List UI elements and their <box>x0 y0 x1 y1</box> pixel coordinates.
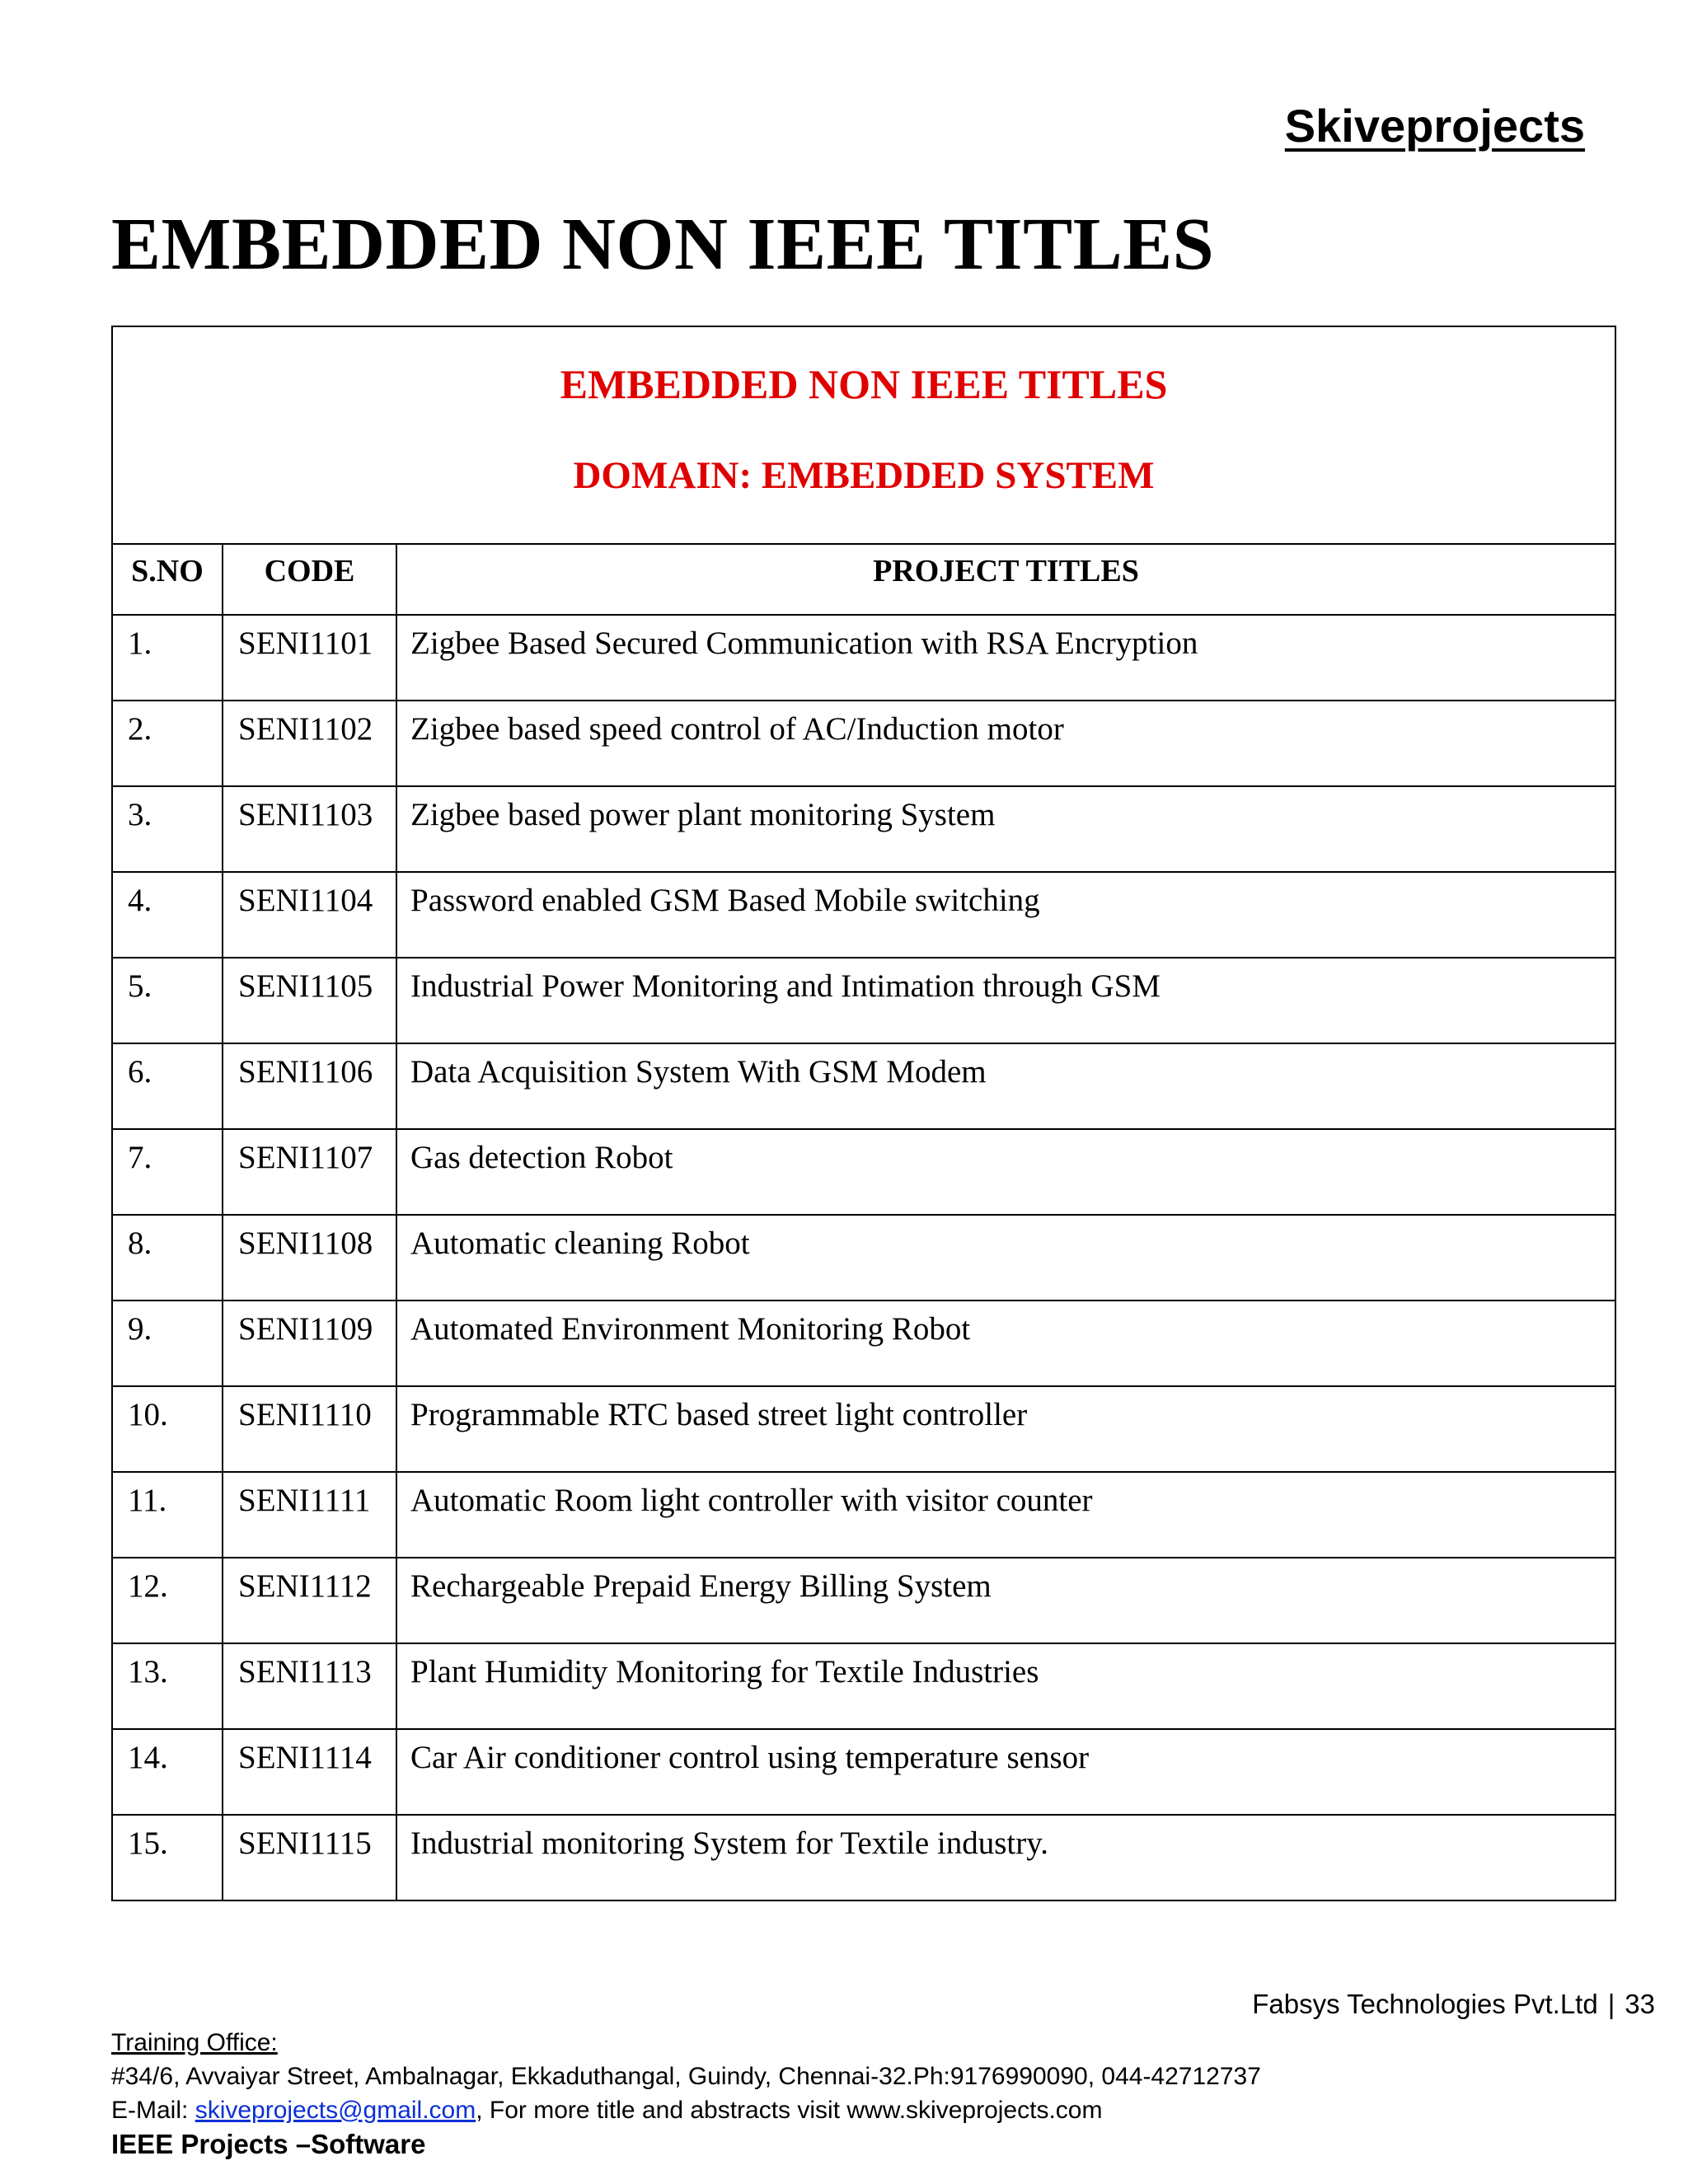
row-sno: 9. <box>112 1301 223 1386</box>
row-title: Zigbee based power plant monitoring System <box>396 786 1615 872</box>
office-address: #34/6, Avvaiyar Street, Ambalnagar, Ekkaduthangal, Guindy, Chennai-32.Ph:9176990090, 044-42712737 <box>111 2063 1261 2090</box>
row-title: Automated Environment Monitoring Robot <box>396 1301 1615 1386</box>
row-code: SENI1104 <box>223 872 396 958</box>
table-row <box>112 701 1615 786</box>
row-title: Industrial monitoring System for Textile industry. <box>396 1815 1615 1900</box>
row-code: SENI1115 <box>223 1815 396 1900</box>
row-sno: 15. <box>112 1815 223 1900</box>
row-title: Password enabled GSM Based Mobile switching <box>396 872 1615 958</box>
brand-name: Skiveprojects <box>1284 100 1585 152</box>
office-email-line <box>111 2093 1261 2127</box>
table-header-cell <box>112 326 1615 544</box>
row-code: SENI1108 <box>223 1215 396 1301</box>
row-title: Zigbee based speed control of AC/Induction motor <box>396 701 1615 786</box>
table-row <box>112 1558 1615 1643</box>
row-code: SENI1101 <box>223 615 396 701</box>
row-sno: 10. <box>112 1386 223 1472</box>
column-header-row <box>112 544 1615 615</box>
table-row <box>112 1472 1615 1558</box>
column-header-code: CODE <box>223 544 396 615</box>
table-row <box>112 1643 1615 1729</box>
row-title: Rechargeable Prepaid Energy Billing System <box>396 1558 1615 1643</box>
table-header-domain: DOMAIN: EMBEDDED SYSTEM <box>573 454 1155 497</box>
footer-company-name: Fabsys Technologies Pvt.Ltd <box>1252 1989 1598 2019</box>
row-title: Industrial Power Monitoring and Intimation through GSM <box>396 958 1615 1043</box>
table-row <box>112 1043 1615 1129</box>
row-sno: 7. <box>112 1129 223 1215</box>
row-sno: 5. <box>112 958 223 1043</box>
row-code: SENI1109 <box>223 1301 396 1386</box>
footer-bottom-label: IEEE Projects –Software <box>111 2129 426 2159</box>
row-sno: 3. <box>112 786 223 872</box>
table-row <box>112 615 1615 701</box>
row-title: Data Acquisition System With GSM Modem <box>396 1043 1615 1129</box>
footer-separator: | <box>1607 1989 1615 2019</box>
row-code: SENI1102 <box>223 701 396 786</box>
footer-office <box>111 2026 1261 2161</box>
row-code: SENI1114 <box>223 1729 396 1815</box>
footer-company-page <box>1252 1989 1655 2020</box>
table-row <box>112 1129 1615 1215</box>
row-sno: 6. <box>112 1043 223 1129</box>
row-code: SENI1110 <box>223 1386 396 1472</box>
table-row <box>112 1815 1615 1900</box>
row-sno: 2. <box>112 701 223 786</box>
row-code: SENI1112 <box>223 1558 396 1643</box>
table-row <box>112 872 1615 958</box>
row-title: Gas detection Robot <box>396 1129 1615 1215</box>
table-row <box>112 958 1615 1043</box>
row-code: SENI1103 <box>223 786 396 872</box>
column-header-sno: S.NO <box>112 544 223 615</box>
table-row <box>112 786 1615 872</box>
row-title: Programmable RTC based street light controller <box>396 1386 1615 1472</box>
table-row <box>112 1729 1615 1815</box>
row-title: Automatic cleaning Robot <box>396 1215 1615 1301</box>
table-header-title: EMBEDDED NON IEEE TITLES <box>560 361 1168 407</box>
email-link[interactable]: skiveprojects@gmail.com <box>195 2097 476 2124</box>
table-row <box>112 1301 1615 1386</box>
row-code: SENI1111 <box>223 1472 396 1558</box>
row-sno: 11. <box>112 1472 223 1558</box>
row-title: Plant Humidity Monitoring for Textile Industries <box>396 1643 1615 1729</box>
row-code: SENI1107 <box>223 1129 396 1215</box>
row-sno: 13. <box>112 1643 223 1729</box>
email-suffix: , For more title and abstracts visit www.skiveprojects.com <box>476 2097 1103 2124</box>
row-sno: 12. <box>112 1558 223 1643</box>
email-prefix: E-Mail: <box>111 2097 195 2124</box>
row-sno: 1. <box>112 615 223 701</box>
row-title: Car Air conditioner control using temperature sensor <box>396 1729 1615 1815</box>
row-title: Zigbee Based Secured Communication with RSA Encryption <box>396 615 1615 701</box>
page-number: 33 <box>1625 1989 1655 2019</box>
project-titles-table <box>111 326 1616 1901</box>
page-title: EMBEDDED NON IEEE TITLES <box>111 204 1215 285</box>
table-header-row <box>112 326 1615 544</box>
table-row <box>112 1215 1615 1301</box>
row-code: SENI1106 <box>223 1043 396 1129</box>
row-sno: 14. <box>112 1729 223 1815</box>
row-code: SENI1113 <box>223 1643 396 1729</box>
row-title: Automatic Room light controller with visitor counter <box>396 1472 1615 1558</box>
row-sno: 4. <box>112 872 223 958</box>
row-sno: 8. <box>112 1215 223 1301</box>
row-code: SENI1105 <box>223 958 396 1043</box>
column-header-project-titles: PROJECT TITLES <box>396 544 1615 615</box>
table-row <box>112 1386 1615 1472</box>
office-label: Training Office: <box>111 2029 278 2056</box>
